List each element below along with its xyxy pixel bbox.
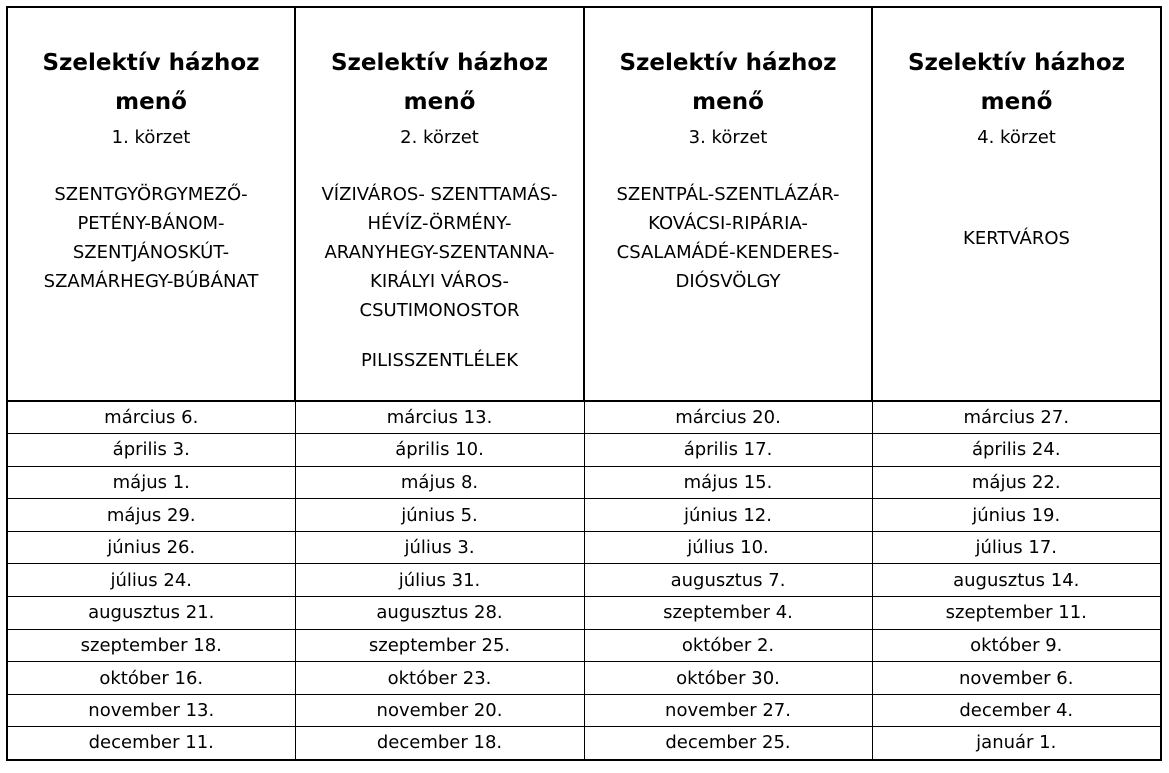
district-2-extra-area: PILISSZENTLÉLEK bbox=[360, 350, 519, 371]
date-cell: október 23. bbox=[295, 662, 584, 695]
date-cell: március 27. bbox=[872, 401, 1161, 434]
date-cell: november 13. bbox=[7, 694, 295, 727]
table-row bbox=[7, 629, 1161, 662]
table-row bbox=[7, 564, 1161, 597]
date-cell: március 6. bbox=[7, 401, 295, 434]
table-row bbox=[7, 434, 1161, 467]
date-cell: október 16. bbox=[7, 662, 295, 695]
date-cell: december 11. bbox=[7, 727, 295, 760]
date-cell: május 1. bbox=[7, 466, 295, 499]
date-cell: november 20. bbox=[295, 694, 584, 727]
district-4-title: Szelektív házhoz menő bbox=[907, 50, 1126, 115]
collection-schedule-table bbox=[6, 6, 1162, 761]
date-cell: július 24. bbox=[7, 564, 295, 597]
district-1-title: Szelektív házhoz menő bbox=[42, 50, 260, 115]
date-cell: október 9. bbox=[872, 629, 1161, 662]
table-row bbox=[7, 466, 1161, 499]
district-3-areas: SZENTPÁL-SZENTLÁZÁR- KOVÁCSI-RIPÁRIA- CSALAMÁDÉ-KENDERES- DIÓSVÖLGY bbox=[616, 184, 840, 292]
date-cell: július 31. bbox=[295, 564, 584, 597]
district-4-label: 4. körzet bbox=[977, 127, 1056, 148]
table-row bbox=[7, 401, 1161, 434]
district-2-label: 2. körzet bbox=[400, 127, 479, 148]
date-cell: június 5. bbox=[295, 499, 584, 532]
date-cell: október 2. bbox=[584, 629, 872, 662]
table-row bbox=[7, 499, 1161, 532]
date-cell: június 12. bbox=[584, 499, 872, 532]
date-cell: szeptember 4. bbox=[584, 597, 872, 630]
district-2-title: Szelektív házhoz menő bbox=[330, 50, 549, 115]
district-2-areas: VÍZIVÁROS- SZENTTAMÁS- HÉVÍZ-ÖRMÉNY- ARANYHEGY-SZENTANNA- KIRÁLYI VÁROS- CSUTIMONOSTOR bbox=[321, 184, 558, 321]
date-cell: december 4. bbox=[872, 694, 1161, 727]
table-row bbox=[7, 727, 1161, 760]
district-4-header bbox=[872, 7, 1161, 401]
date-cell: szeptember 11. bbox=[872, 597, 1161, 630]
date-cell: december 18. bbox=[295, 727, 584, 760]
district-3-header bbox=[584, 7, 872, 401]
district-3-title: Szelektív házhoz menő bbox=[619, 50, 837, 115]
date-cell: november 27. bbox=[584, 694, 872, 727]
date-cell: április 24. bbox=[872, 434, 1161, 467]
date-cell: április 10. bbox=[295, 434, 584, 467]
table-row bbox=[7, 694, 1161, 727]
date-cell: október 30. bbox=[584, 662, 872, 695]
district-4-areas: KERTVÁROS bbox=[963, 228, 1070, 249]
date-cell: január 1. bbox=[872, 727, 1161, 760]
date-cell: július 3. bbox=[295, 531, 584, 564]
table-row bbox=[7, 597, 1161, 630]
date-cell: június 19. bbox=[872, 499, 1161, 532]
district-1-areas: SZENTGYÖRGYMEZŐ- PETÉNY-BÁNOM- SZENTJÁNOSKÚT- SZAMÁRHEGY-BÚBÁNAT bbox=[43, 184, 259, 292]
date-cell: március 20. bbox=[584, 401, 872, 434]
date-cell: november 6. bbox=[872, 662, 1161, 695]
table-row bbox=[7, 662, 1161, 695]
date-cell: szeptember 25. bbox=[295, 629, 584, 662]
date-cell: szeptember 18. bbox=[7, 629, 295, 662]
district-1-header bbox=[7, 7, 295, 401]
date-cell: május 8. bbox=[295, 466, 584, 499]
date-cell: augusztus 21. bbox=[7, 597, 295, 630]
date-cell: július 10. bbox=[584, 531, 872, 564]
date-cell: április 3. bbox=[7, 434, 295, 467]
date-cell: május 29. bbox=[7, 499, 295, 532]
date-cell: augusztus 7. bbox=[584, 564, 872, 597]
district-1-label: 1. körzet bbox=[111, 127, 191, 148]
date-cell: június 26. bbox=[7, 531, 295, 564]
date-cell: július 17. bbox=[872, 531, 1161, 564]
date-cell: december 25. bbox=[584, 727, 872, 760]
date-cell: április 17. bbox=[584, 434, 872, 467]
header-row bbox=[7, 7, 1161, 401]
date-cell: március 13. bbox=[295, 401, 584, 434]
district-3-label: 3. körzet bbox=[688, 127, 768, 148]
date-cell: május 15. bbox=[584, 466, 872, 499]
date-cell: augusztus 14. bbox=[872, 564, 1161, 597]
date-cell: május 22. bbox=[872, 466, 1161, 499]
table-row bbox=[7, 531, 1161, 564]
date-cell: augusztus 28. bbox=[295, 597, 584, 630]
district-2-header bbox=[295, 7, 584, 401]
